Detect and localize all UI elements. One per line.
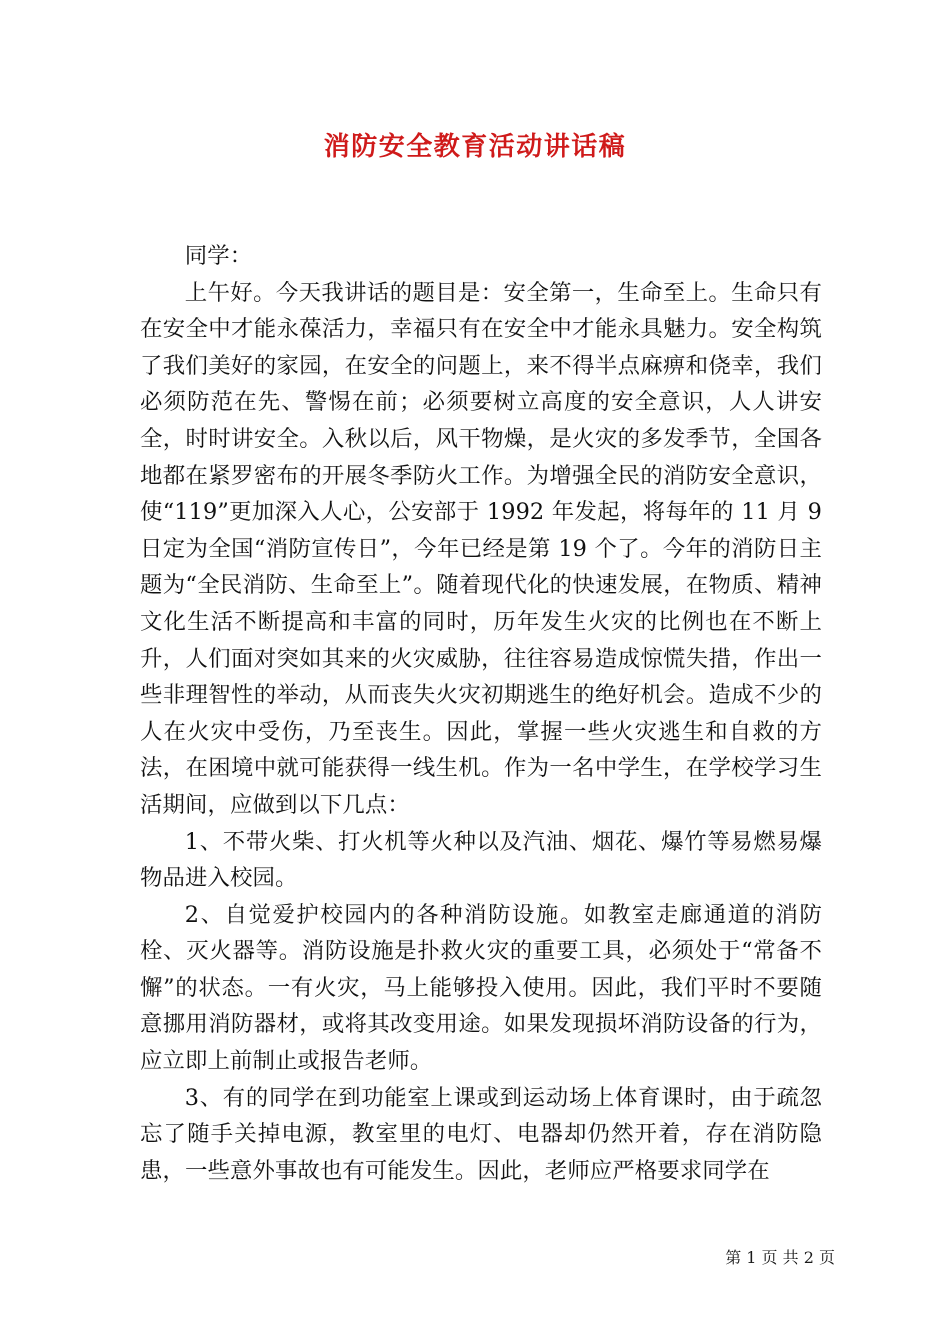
- paragraph-item-3: 3、有的同学在到功能室上课或到运动场上体育课时，由于疏忽忘了随手关掉电源，教室里的电灯、电器却仍然开着，存在消防隐患，一些意外事故也有可能发生。因此，老师应严格要求同学在: [140, 1084, 822, 1184]
- document-body: [140, 238, 822, 1189]
- paragraph-item-2: 2、自觉爱护校园内的各种消防设施。如教室走廊通道的消防栓、灭火器等。消防设施是扑救火灾的重要工具，必须处于“常备不懈”的状态。一有火灾，马上能够投入使用。因此，我们平时不要随意挪用消防器材，或将其改变用途。如果发现损坏消防设备的行为，应立即上前制止或报告老师。: [140, 901, 822, 1075]
- page-footer: 第 1 页 共 2 页: [725, 1248, 835, 1267]
- paragraph-intro: 上午好。今天我讲话的题目是：安全第一，生命至上。生命只有在安全中才能永葆活力，幸福只有在安全中才能永具魅力。安全构筑了我们美好的家园，在安全的问题上，来不得半点麻痹和侥幸，我们必须防范在先、警惕在前；必须要树立高度的安全意识，人人讲安全，时时讲安全。入秋以后，风干物燥，是火灾的多发季节，全国各地都在紧罗密布的开展冬季防火工作。为增强全民的消防安全意识，使“119”更加深入人心，公安部于 1992 年发起，将每年的 11 月 9 日定为全国“消防宣传日”，今年已经是第 19 个了。今年的消防日主题为“全民消防、生命至上”。随着现代化的快速发展，在物质、精神文化生活不断提高和丰富的同时，历年发生火灾的比例也在不断上升，人们面对突如其来的火灾威胁，往往容易造成惊慌失措，作出一些非理智性的举动，从而丧失火灾初期逃生的绝好机会。造成不少的人在火灾中受伤，乃至丧生。因此，掌握一些火灾逃生和自救的方法，在困境中就可能获得一线生机。作为一名中学生，在学校学习生活期间，应做到以下几点：: [140, 279, 822, 818]
- page-title: 消防安全教育活动讲话稿: [323, 132, 627, 162]
- paragraph-item-1: 1、不带火柴、打火机等火种以及汽油、烟花、爆竹等易燃易爆物品进入校园。: [140, 828, 822, 892]
- salutation: 同学：: [184, 243, 253, 269]
